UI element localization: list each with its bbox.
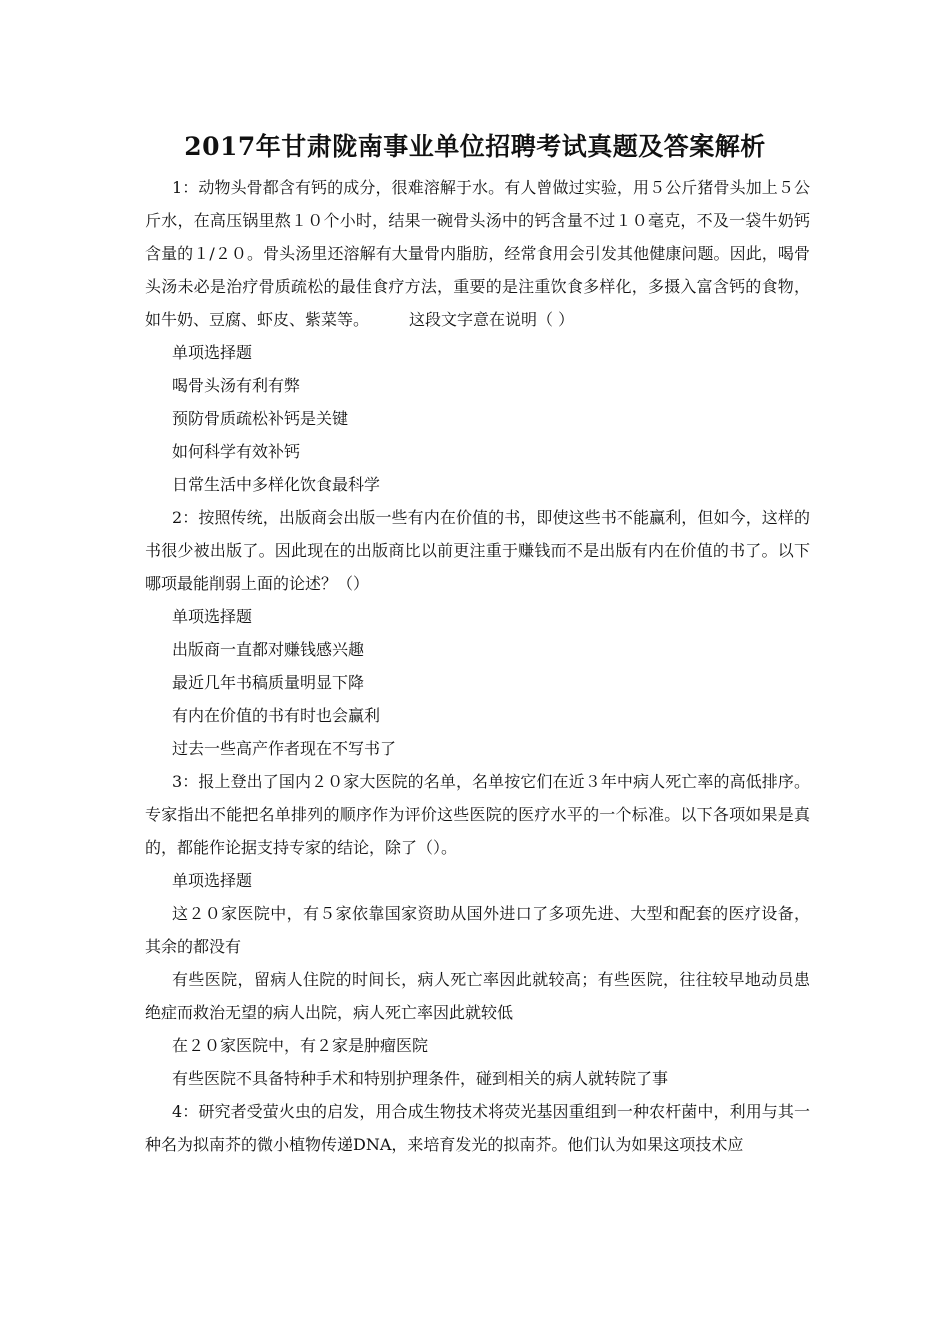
question-3-type: 单项选择题 bbox=[172, 871, 253, 890]
question-1-option: 喝骨头汤有利有弊 bbox=[172, 376, 301, 395]
question-2-type: 单项选择题 bbox=[172, 607, 253, 626]
question-3-option: 有些医院，留病人住院的时间长，病人死亡率因此就较高；有些医院，往往较早地动员患绝症而救治无望的病人出院，病人死亡率因此就较低 bbox=[145, 970, 810, 1022]
question-3-option: 在２０家医院中，有２家是肿瘤医院 bbox=[172, 1036, 429, 1055]
question-2-option: 过去一些高产作者现在不写书了 bbox=[172, 739, 397, 758]
question-1-option: 日常生活中多样化饮食最科学 bbox=[172, 475, 381, 494]
question-4-stem: 4：研究者受萤火虫的启发，用合成生物技术将荧光基因重组到一种农杆菌中，利用与其一种名为拟南芥的微小植物传递DNA，来培育发光的拟南芥。他们认为如果这项技术应 bbox=[145, 1102, 810, 1154]
question-1-stem bbox=[145, 171, 810, 336]
question-1-stem-text: 1：动物头骨都含有钙的成分，很难溶解于水。有人曾做过实验，用５公斤猪骨头加上５公斤水，在高压锅里熬１０个小时，结果一碗骨头汤中的钙含量不过１０毫克，不及一袋牛奶钙含量的１/２０。骨头汤里还溶解有大量骨内脂肪，经常食用会引发其他健康问题。因此，喝骨头汤未必是治疗骨质疏松的最佳食疗方法，重要的是注重饮食多样化，多摄入富含钙的食物，如牛奶、豆腐、虾皮、紫菜等。 bbox=[145, 178, 810, 329]
question-2-option: 有内在价值的书有时也会赢利 bbox=[172, 706, 381, 725]
question-1-type: 单项选择题 bbox=[172, 343, 253, 362]
question-2-stem: 2：按照传统，出版商会出版一些有内在价值的书，即使这些书不能赢利，但如今，这样的书很少被出版了。因此现在的出版商比以前更注重于赚钱而不是出版有内在价值的书了。以下哪项最能削弱上面的论述？（） bbox=[145, 508, 810, 593]
question-1-option: 如何科学有效补钙 bbox=[172, 442, 301, 461]
question-2-option: 出版商一直都对赚钱感兴趣 bbox=[172, 640, 365, 659]
document-title: 2017年甘肃陇南事业单位招聘考试真题及答案解析 bbox=[184, 132, 766, 161]
question-3-option: 有些医院不具备特种手术和特别护理条件，碰到相关的病人就转院了事 bbox=[172, 1069, 669, 1088]
question-3-option: 这２０家医院中，有５家依靠国家资助从国外进口了多项先进、大型和配套的医疗设备，其余的都没有 bbox=[145, 904, 810, 956]
question-1-option: 预防骨质疏松补钙是关键 bbox=[172, 409, 349, 428]
question-3-stem: 3：报上登出了国内２０家大医院的名单，名单按它们在近３年中病人死亡率的高低排序。专家指出不能把名单排列的顺序作为评价这些医院的医疗水平的一个标准。以下各项如果是真的，都能作论据支持专家的结论，除了（）。 bbox=[145, 772, 810, 857]
question-1-stem-tail: 这段文字意在说明（ ） bbox=[409, 310, 575, 329]
document-body bbox=[145, 171, 810, 1161]
question-2-option: 最近几年书稿质量明显下降 bbox=[172, 673, 365, 692]
